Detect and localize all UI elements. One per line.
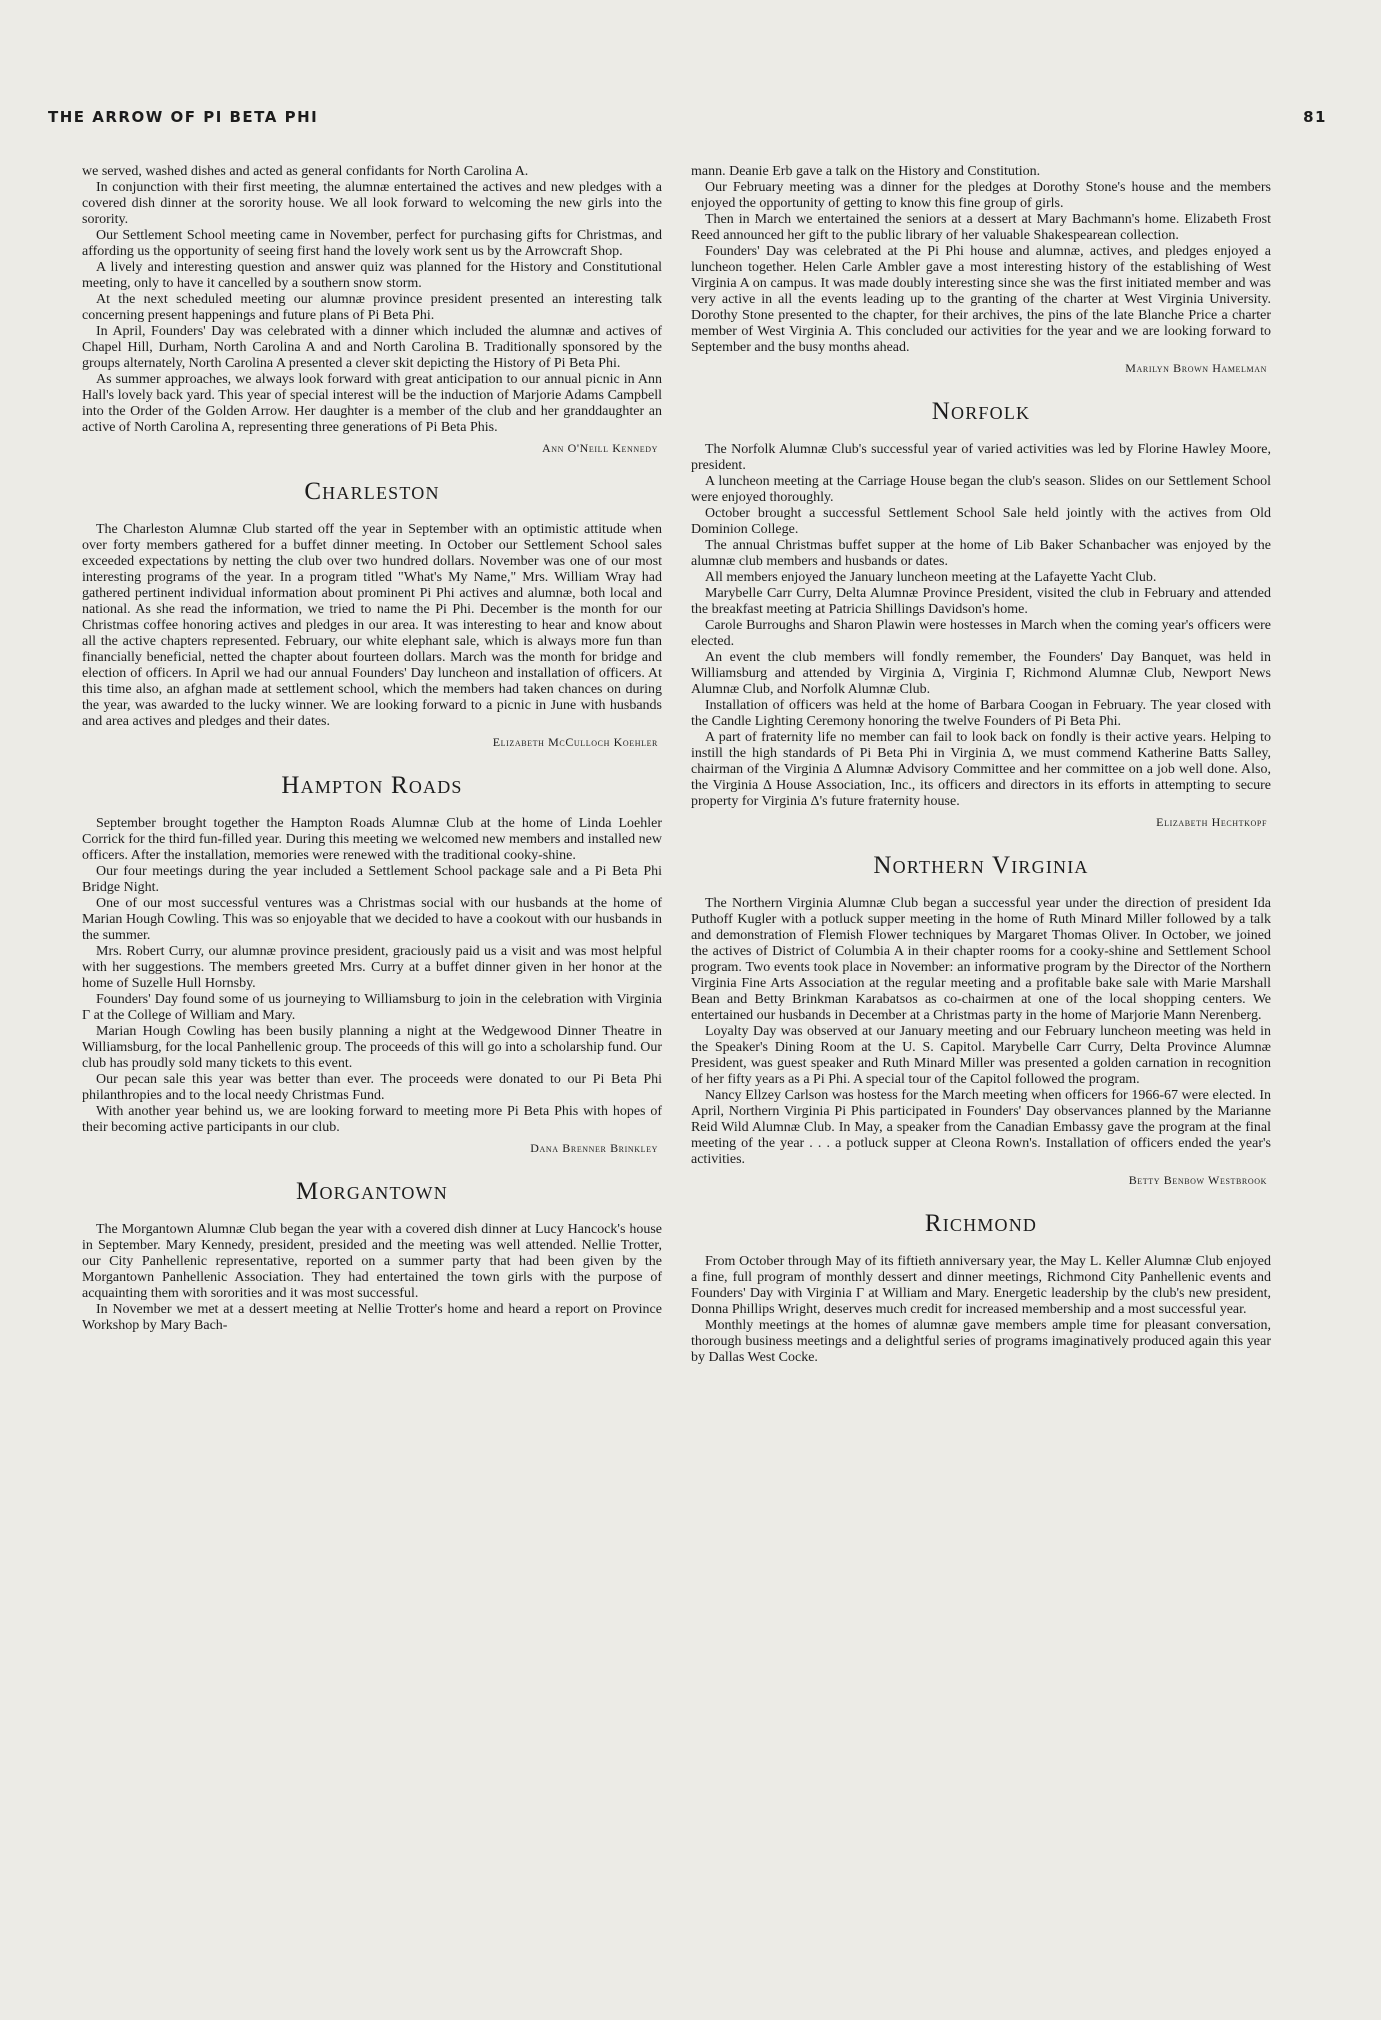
paragraph: mann. Deanie Erb gave a talk on the History and Constitution.	[691, 164, 1041, 179]
article-intro	[82, 164, 662, 456]
paragraph: In November we met at a dessert meeting at Nellie Trotter's home and heard a report on Province Workshop by Mary Bach-	[82, 1302, 662, 1333]
paragraph: Our four meetings during the year included a Settlement School package sale and a Pi Beta Phi Bridge Night.	[82, 864, 662, 895]
paragraph: Nancy Ellzey Carlson was hostess for the March meeting when officers for 1966-67 were elected. In April, Northern Virginia Pi Phis participated in Founders' Day observances planned by the Marianne Reid Wild Alumnæ Club. In May, a speaker from the Canadian Embassy gave the program at the final meeting of the year . . . a potluck supper at Cleona Rown's. Installation of officers ended the year's activities.	[691, 1088, 1271, 1167]
paragraph: A part of fraternity life no member can fail to look back on fondly is their active years. Helping to instill the high standards of Pi Beta Phi in Virginia Δ, we must commend Katherine Batts Salley, chairman of the Virginia Δ Alumnæ Advisory Committee and her committee on a job well done. Also, the Virginia Δ House Association, Inc., its officers and directors in its efforts in attempting to secure property for Virginia Δ's future fraternity house.	[691, 730, 1271, 809]
section-title: Morgantown	[296, 1178, 448, 1205]
author-signature: Marilyn Brown Hamelman	[1125, 361, 1267, 375]
paragraph: Carole Burroughs and Sharon Plawin were hostesses in March when the coming year's officers were elected.	[691, 618, 1271, 649]
paragraph: All members enjoyed the January luncheon meeting at the Lafayette Yacht Club.	[705, 570, 1157, 585]
page-number: 81	[1303, 108, 1327, 126]
author-signature: Ann O'Neill Kennedy	[542, 441, 658, 455]
paragraph: In April, Founders' Day was celebrated with a dinner which included the alumnæ and actives of Chapel Hill, Durham, North Carolina A and and North Carolina B. Traditionally sponsored by the groups alternately, North Carolina A presented a clever skit depicting the History of Pi Beta Phi.	[82, 324, 662, 371]
paragraph: With another year behind us, we are looking forward to meeting more Pi Beta Phis with hopes of their becoming active participants in our club.	[82, 1104, 662, 1135]
paragraph: Mrs. Robert Curry, our alumnæ province president, graciously paid us a visit and was most helpful with her suggestions. The members greeted Mrs. Curry at a buffet dinner given in her honor at the home of Suzelle Hull Hornsby.	[82, 944, 662, 991]
paragraph: Founders' Day was celebrated at the Pi Phi house and alumnæ, actives, and pledges enjoyed a luncheon together. Helen Carle Ambler gave a most interesting history of the establishing of West Virginia A on campus. It was made doubly interesting since she was the first initiated member and was very active in all the events leading up to the granting of the charter at West Virginia University. Dorothy Stone presented to the chapter, for their archives, the pins of the late Blanche Price a charter member of West Virginia A. This concluded our activities for the year and we are looking forward to September and the busy months ahead.	[691, 244, 1271, 355]
paragraph: An event the club members will fondly remember, the Founders' Day Banquet, was held in Williamsburg and attended by Virginia Δ, Virginia Γ, Richmond Alumnæ Club, Newport News Alumnæ Club, and Norfolk Alumnæ Club.	[691, 650, 1271, 697]
author-signature: Dana Brenner Brinkley	[530, 1141, 658, 1155]
section-title: Hampton Roads	[281, 772, 463, 799]
paragraph: Installation of officers was held at the home of Barbara Coogan in February. The year closed with the Candle Lighting Ceremony honoring the twelve Founders of Pi Beta Phi.	[691, 698, 1271, 729]
paragraph: Our February meeting was a dinner for the pledges at Dorothy Stone's house and the members enjoyed the opportunity of getting to know this fine group of girls.	[691, 180, 1271, 211]
paragraph: Founders' Day found some of us journeying to Williamsburg to join in the celebration with Virginia Γ at the College of William and Mary.	[82, 992, 662, 1023]
article-morgantown	[82, 1178, 662, 1334]
paragraph: Then in March we entertained the seniors at a dessert at Mary Bachmann's home. Elizabeth Frost Reed announced her gift to the public library of her valuable Shakespearean collection.	[691, 212, 1271, 243]
paragraph: As summer approaches, we always look forward with great anticipation to our annual picnic in Ann Hall's lovely back yard. This year of special interest will be the induction of Marjorie Adams Campbell into the Order of the Golden Arrow. Her daughter is a member of the club and her granddaughter an active of North Carolina A, representing three generations of Pi Beta Phis.	[82, 372, 662, 435]
paragraph: Loyalty Day was observed at our January meeting and our February luncheon meeting was held in the Speaker's Dining Room at the U. S. Capitol. Marybelle Carr Curry, Delta Province Alumnæ President, was guest speaker and Ruth Minard Miller was presented a golden carnation in recognition of her fifty years as a Pi Phi. A special tour of the Capitol followed the program.	[691, 1024, 1271, 1087]
paragraph: Monthly meetings at the homes of alumnæ gave members ample time for pleasant conversation, thorough business meetings and a delightful series of programs imaginatively produced again this year by Dallas West Cocke.	[691, 1318, 1271, 1365]
journal-title: THE ARROW OF PI BETA PHI	[48, 108, 319, 126]
paragraph: Our pecan sale this year was better than ever. The proceeds were donated to our Pi Beta Phi philanthropies and to the local needy Christmas Fund.	[82, 1072, 662, 1103]
article-norfolk	[691, 398, 1271, 830]
paragraph: The annual Christmas buffet supper at the home of Lib Baker Schanbacher was enjoyed by the alumnæ club members and husbands or dates.	[691, 538, 1271, 569]
paragraph: September brought together the Hampton Roads Alumnæ Club at the home of Linda Loehler Corrick for the third fun-filled year. During this meeting we welcomed new members and installed new officers. After the installation, memories were renewed with the traditional cooky-shine.	[82, 816, 662, 863]
article-morgantown-continued	[691, 164, 1271, 376]
paragraph: From October through May of its fiftieth anniversary year, the May L. Keller Alumnæ Club enjoyed a fine, full program of monthly dessert and dinner meetings, Richmond City Panhellenic events and Founders' Day with Virginia Γ at William and Mary. Energetic leadership by the club's new president, Donna Phillips Wright, deserves much credit for increased membership and a most successful year.	[691, 1254, 1271, 1317]
paragraph: The Charleston Alumnæ Club started off the year in September with an optimistic attitude when over forty members gathered for a buffet dinner meeting. In October our Settlement School sales exceeded expectations by netting the club over two hundred dollars. November was one of our most interesting programs of the year. In a program titled "What's My Name," Mrs. William Wray had gathered pertinent individual information about prominent Pi Phi actives and alumnæ, both local and national. As she read the information, we tried to name the Pi Phi. December is the month for our Christmas coffee honoring actives and pledges in our area. It was interesting to hear and know about all the active chapters represented. February, our white elephant sale, which is always more fun than financially beneficial, netted the chapter about fourteen dollars. March was the month for bridge and election of officers. In April we had our annual Founders' Day luncheon and installation of officers. At this time also, an afghan made at settlement school, which the members had taken chances on during the year, was awarded to the lucky winner. We are looking forward to a picnic in June with husbands and area actives and pledges and their dates.	[82, 522, 662, 729]
right-column	[691, 164, 1271, 1366]
running-head	[48, 108, 1327, 126]
author-signature: Elizabeth Hechtkopf	[1156, 815, 1267, 829]
paragraph: Our Settlement School meeting came in November, perfect for purchasing gifts for Christmas, and affording us the opportunity of seeing first hand the lovely work sent us by the Arrowcraft Shop.	[82, 228, 662, 259]
paragraph: The Morgantown Alumnæ Club began the year with a covered dish dinner at Lucy Hancock's house in September. Mary Kennedy, president, presided and the meeting was well attended. Nellie Trotter, our City Panhellenic representative, reported on a summer party that had been given by the Morgantown Panhellenic Association. They had entertained the town girls with the purpose of acquainting them with sororities and it was most successful.	[82, 1222, 662, 1301]
paragraph: One of our most successful ventures was a Christmas social with our husbands at the home of Marian Hough Cowling. This was so enjoyable that we decided to have a cookout with our husbands in the summer.	[82, 896, 662, 943]
article-charleston	[82, 478, 662, 750]
paragraph: Marian Hough Cowling has been busily planning a night at the Wedgewood Dinner Theatre in Williamsburg, for the local Panhellenic group. The proceeds of this will go into a scholarship fund. Our club has proudly sold many tickets to this event.	[82, 1024, 662, 1071]
paragraph: At the next scheduled meeting our alumnæ province president presented an interesting talk concerning present happenings and future plans of Pi Beta Phi.	[82, 292, 662, 323]
paragraph: The Norfolk Alumnæ Club's successful year of varied activities was led by Florine Hawley Moore, president.	[691, 442, 1271, 473]
section-title: Northern Virginia	[873, 852, 1089, 879]
article-richmond	[691, 1210, 1271, 1366]
paragraph: A lively and interesting question and answer quiz was planned for the History and Constitutional meeting, only to have it cancelled by a southern snow storm.	[82, 260, 662, 291]
paragraph: The Northern Virginia Alumnæ Club began a successful year under the direction of president Ida Puthoff Kugler with a potluck supper meeting in the home of Ruth Minard Miller followed by a talk and demonstration of Flemish Flower techniques by Margaret Thomas Oliver. In October, we joined the actives of District of Columbia A in their chapter rooms for a cooky-shine and Settlement School program. Two events took place in November: an informative program by the Director of the Northern Virginia Fine Arts Association at the regular meeting and a profitable bake sale with Marie Marshall Bean and Betty Brinkman Karabatsos as co-chairmen at one of the local shopping centers. We entertained our husbands in December at a Christmas party in the home of Marjorie Mann Nerenberg.	[691, 896, 1271, 1023]
paragraph: In conjunction with their first meeting, the alumnæ entertained the actives and new pledges with a covered dish dinner at the sorority house. We all look forward to welcoming the new girls into the sorority.	[82, 180, 662, 227]
paragraph: Marybelle Carr Curry, Delta Alumnæ Province President, visited the club in February and attended the breakfast meeting at Patricia Shillings Davidson's home.	[691, 586, 1271, 617]
paragraph: we served, washed dishes and acted as general confidants for North Carolina A.	[82, 164, 529, 179]
paragraph: A luncheon meeting at the Carriage House began the club's season. Slides on our Settlement School were enjoyed thoroughly.	[691, 474, 1271, 505]
author-signature: Betty Benbow Westbrook	[1128, 1173, 1267, 1187]
paragraph: October brought a successful Settlement School Sale held jointly with the actives from Old Dominion College.	[691, 506, 1271, 537]
article-hampton-roads	[82, 772, 662, 1156]
author-signature: Elizabeth McCulloch Koehler	[492, 735, 658, 749]
section-title: Charleston	[304, 478, 440, 505]
section-title: Norfolk	[931, 398, 1031, 425]
article-northern-virginia	[691, 852, 1271, 1188]
section-title: Richmond	[924, 1210, 1038, 1237]
left-column	[82, 164, 662, 1334]
